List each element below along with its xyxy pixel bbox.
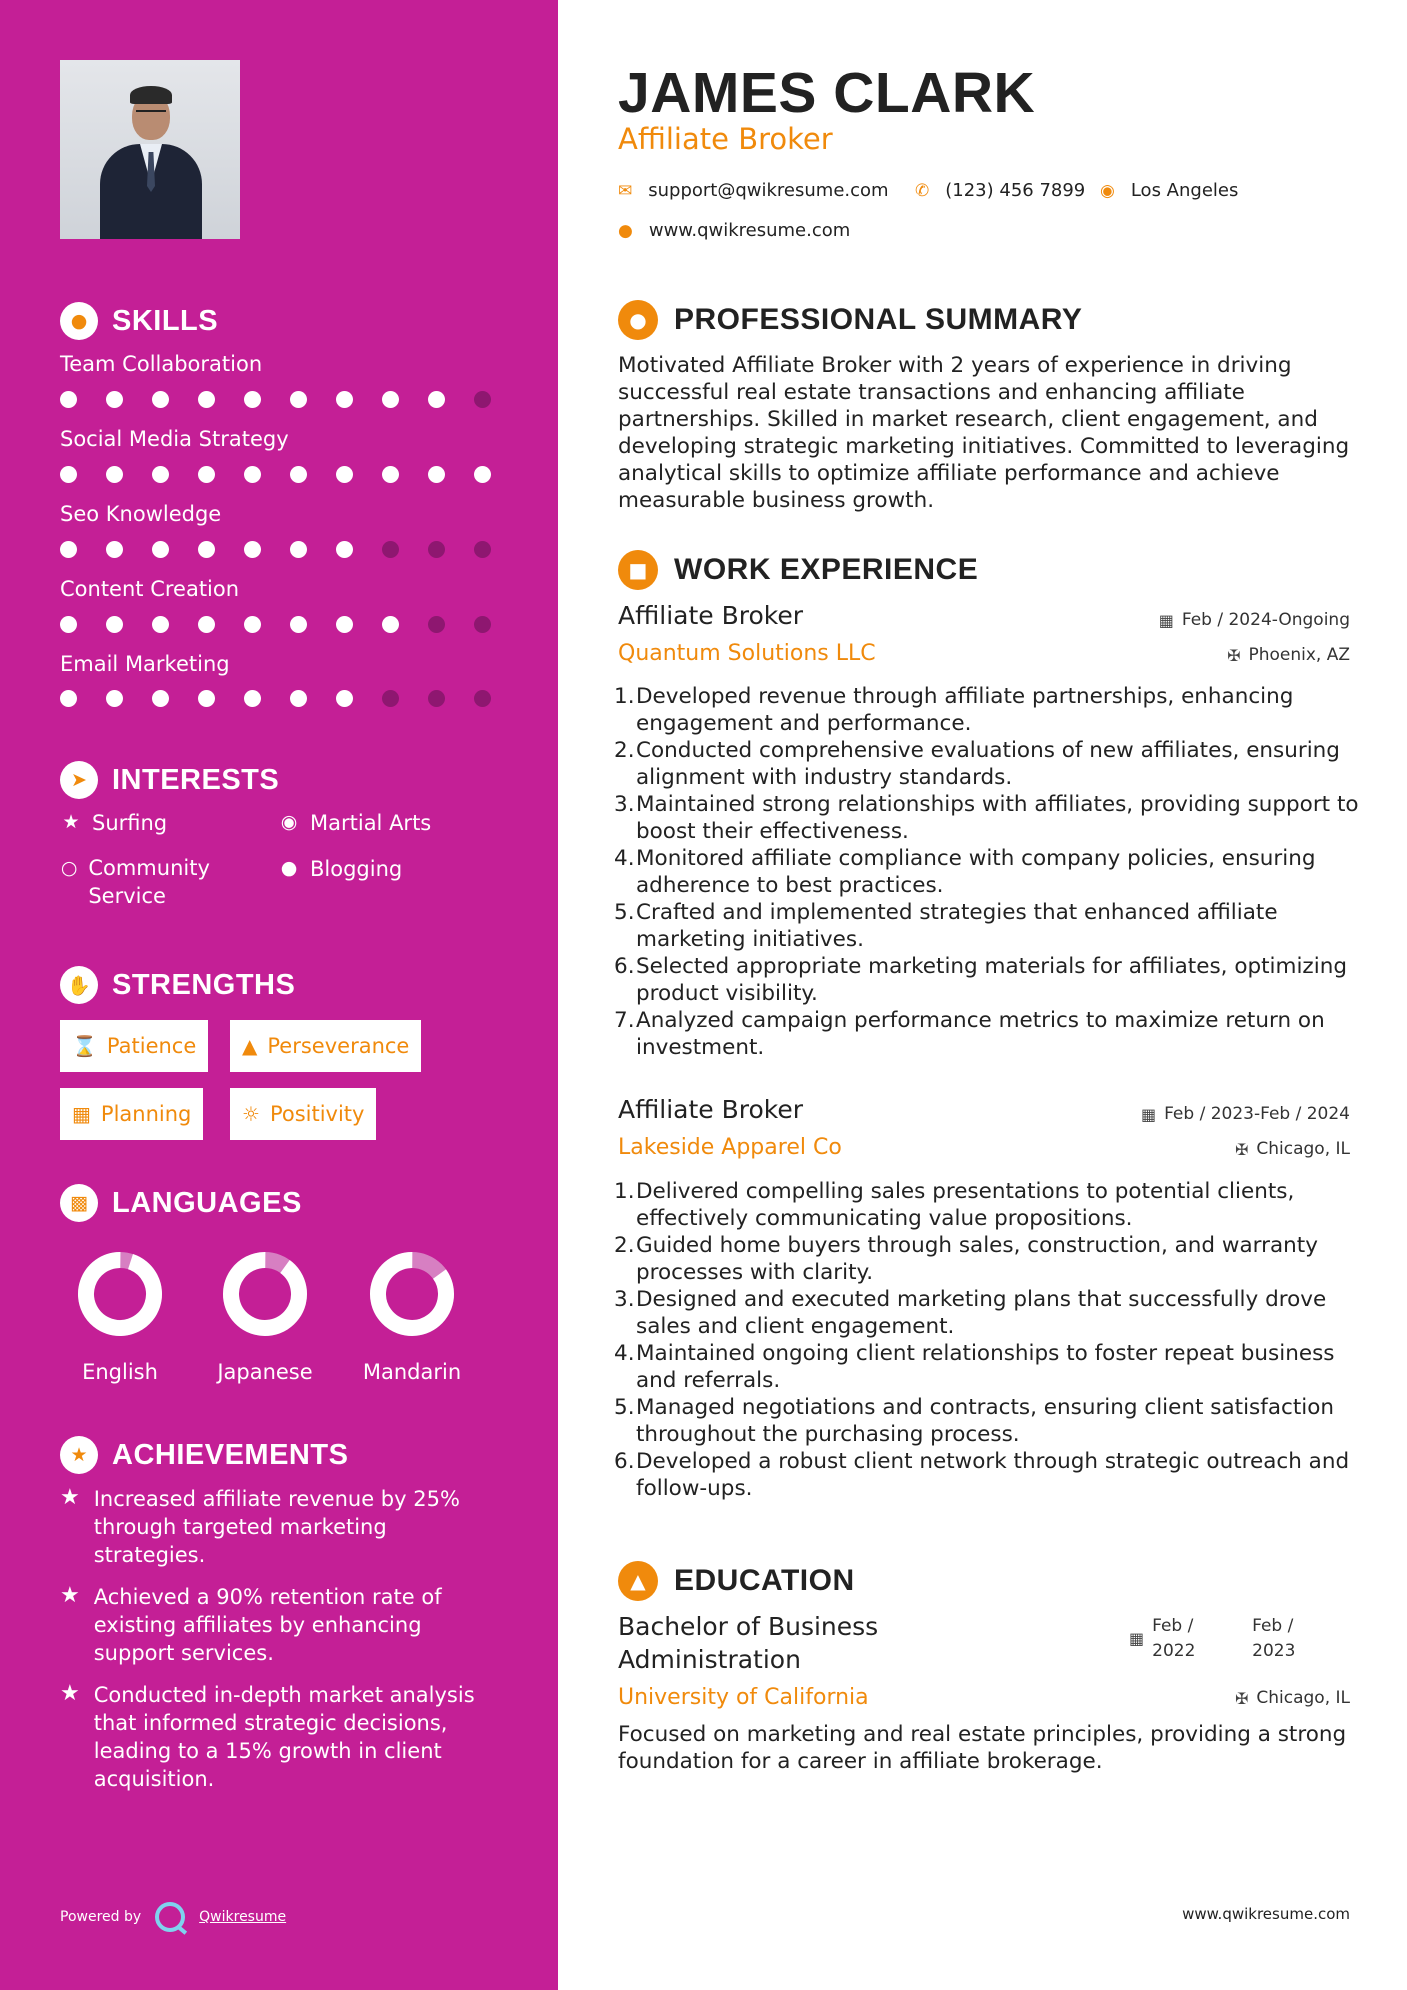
rating-dot-filled: [198, 466, 215, 483]
achievement-item: ★ Increased affiliate revenue by 25% through targeted marketing strategies.: [60, 1485, 460, 1567]
calendar-icon: ▦: [1140, 1104, 1157, 1124]
rating-dot-filled: [152, 690, 169, 707]
rating-dot-filled: [290, 391, 307, 408]
job-title: Affiliate Broker: [618, 601, 804, 630]
rating-dot-filled: [428, 391, 445, 408]
job-location: ✠ Phoenix, AZ: [1227, 645, 1350, 665]
rating-dot-filled: [290, 541, 307, 558]
rating-dot-empty: [474, 690, 491, 707]
language-ring: [368, 1250, 456, 1338]
languages-heading: ▩ LANGUAGES: [60, 1184, 302, 1222]
pin-icon: ✠: [1227, 645, 1241, 665]
rating-dot-filled: [198, 541, 215, 558]
main-content: [558, 0, 1407, 1990]
language-item: Japanese: [205, 1250, 325, 1384]
qwikresume-logo-icon: [155, 1902, 185, 1932]
rating-dot-filled: [336, 391, 353, 408]
powered-by: Powered by Qwikresume: [60, 1902, 286, 1932]
job-title: Affiliate Broker: [618, 1095, 804, 1124]
skills-heading: ● SKILLS: [60, 302, 218, 340]
skill-rating: [60, 391, 520, 408]
rating-dot-filled: [152, 616, 169, 633]
road-icon: ▲: [242, 1034, 258, 1058]
education-dates: ▦ Feb / 2022 Feb / 2023: [1129, 1614, 1295, 1664]
rating-dot-filled: [152, 391, 169, 408]
education-text: Focused on marketing and real estate principles, providing a strong foundation for a career in affiliate brokerage.: [618, 1722, 1347, 1774]
job-bullets: [618, 1178, 1363, 1502]
achievements-heading: ★ ACHIEVEMENTS: [60, 1436, 348, 1474]
briefcase-icon: ■: [618, 550, 658, 590]
job-bullet: Managed negotiations and contracts, ensuring client satisfaction throughout the purchasing process.: [636, 1395, 1335, 1447]
footer-url[interactable]: www.qwikresume.com: [1182, 1905, 1350, 1923]
rating-dot-filled: [244, 391, 261, 408]
rating-dot-empty: [382, 690, 399, 707]
job-bullet: Guided home buyers through sales, construction, and warranty processes with clarity.: [636, 1233, 1318, 1285]
job-dates: ▦ Feb / 2024-Ongoing: [1158, 610, 1350, 630]
rating-dot-filled: [106, 541, 123, 558]
hourglass-icon: ⌛: [72, 1034, 97, 1058]
education-location: ✠ Chicago, IL: [1234, 1688, 1350, 1708]
fist-icon: ✋: [60, 966, 98, 1004]
rating-dot-filled: [106, 690, 123, 707]
strength-badge: ▦ Planning: [60, 1088, 203, 1140]
achievement-item: ★ Conducted in-depth market analysis that informed strategic decisions, leading to a 15% growth in client acquisition.: [60, 1681, 475, 1791]
rating-dot-filled: [336, 616, 353, 633]
strength-badge: ☼ Positivity: [230, 1088, 376, 1140]
lightbulb-icon: ●: [60, 302, 98, 340]
rating-dot-empty: [474, 616, 491, 633]
skill-rating: [60, 466, 520, 483]
skill-name: Email Marketing: [60, 652, 230, 676]
rating-dot-filled: [382, 466, 399, 483]
rating-dot-filled: [336, 690, 353, 707]
rating-dot-filled: [336, 541, 353, 558]
job-bullet: Analyzed campaign performance metrics to maximize return on investment.: [636, 1008, 1325, 1060]
rating-dot-empty: [474, 391, 491, 408]
globe-icon: ◉: [280, 811, 298, 833]
interest-item: ● Blogging: [278, 857, 402, 881]
interests-heading: ➤ INTERESTS: [60, 761, 279, 799]
skill-rating: [60, 690, 520, 707]
summary-text: Motivated Affiliate Broker with 2 years of experience in driving successful real estate transactions and enhancing affiliate partnerships. Skilled in market research, client engagement, and developing strategic marketing initiatives. Committed to leveraging analytical skills to optimize affiliate performance and achieve measurable business growth.: [618, 353, 1350, 513]
shooting-star-icon: ★: [60, 1681, 80, 1706]
calendar-icon: ▦: [1129, 1629, 1145, 1648]
language-item: English: [60, 1250, 180, 1384]
achievement-item: ★ Achieved a 90% retention rate of existing affiliates by enhancing support services.: [60, 1583, 442, 1665]
language-item: Mandarin: [352, 1250, 472, 1384]
rating-dot-empty: [428, 690, 445, 707]
pin-icon: ✠: [1234, 1139, 1249, 1159]
job-bullet: Developed a robust client network through strategic outreach and follow-ups.: [636, 1449, 1350, 1501]
rating-dot-filled: [382, 616, 399, 633]
rating-dot-filled: [474, 466, 491, 483]
job-bullet: Conducted comprehensive evaluations of new affiliates, ensuring alignment with industry standards.: [636, 738, 1340, 790]
job-location: ✠ Chicago, IL: [1234, 1139, 1350, 1159]
star-icon: ★: [62, 811, 80, 833]
skill-name: Social Media Strategy: [60, 427, 289, 451]
interest-item: ◉ Martial Arts: [278, 811, 431, 835]
contact-email[interactable]: ✉ support@qwikresume.com: [618, 180, 889, 201]
hands-icon: ○: [60, 857, 78, 879]
rating-dot-filled: [106, 466, 123, 483]
rating-dot-filled: [382, 391, 399, 408]
rating-dot-filled: [60, 541, 77, 558]
language-ring-fill: [368, 1250, 456, 1338]
rating-dot-filled: [152, 466, 169, 483]
job-bullet: Crafted and implemented strategies that enhanced affiliate marketing initiatives.: [636, 900, 1278, 952]
envelope-icon: ✉: [618, 180, 633, 201]
interest-item: ○ Community Service: [60, 856, 210, 908]
interest-item: ★ Surfing: [60, 811, 167, 835]
contact-phone[interactable]: ✆ (123) 456 7899: [915, 180, 1086, 201]
rating-dot-filled: [198, 391, 215, 408]
paper-plane-icon: ➤: [60, 761, 98, 799]
candidate-role: Affiliate Broker: [618, 122, 833, 156]
strength-badge: ▲ Perseverance: [230, 1020, 421, 1072]
map-pin-icon: ◉: [1100, 180, 1115, 201]
rating-dot-filled: [336, 466, 353, 483]
candidate-name: JAMES CLARK: [618, 61, 1036, 125]
rating-dot-filled: [198, 690, 215, 707]
job-bullets: [618, 683, 1363, 1061]
job-bullet: Maintained strong relationships with affiliates, providing support to boost their effectiveness.: [636, 792, 1359, 844]
school-name: University of California: [618, 1685, 869, 1710]
rating-dot-filled: [428, 466, 445, 483]
calendar-icon: ▦: [1158, 610, 1174, 630]
degree: Bachelor of Business Administration: [618, 1612, 879, 1674]
job-bullet: Maintained ongoing client relationships to foster repeat business and referrals.: [636, 1341, 1335, 1393]
phone-icon: ✆: [915, 180, 930, 201]
rating-dot-filled: [290, 690, 307, 707]
rating-dot-empty: [428, 616, 445, 633]
skill-rating: [60, 616, 520, 633]
contact-website[interactable]: ● www.qwikresume.com: [618, 220, 851, 241]
job-dates: ▦ Feb / 2023-Feb / 2024: [1140, 1104, 1350, 1124]
rating-dot-filled: [152, 541, 169, 558]
skill-name: Content Creation: [60, 577, 240, 601]
job-bullet: Selected appropriate marketing materials for affiliates, optimizing product visibility.: [636, 954, 1347, 1006]
job-bullet: Developed revenue through affiliate partnerships, enhancing engagement and performance.: [636, 684, 1294, 736]
education-heading: ▲ EDUCATION: [618, 1561, 855, 1601]
profile-photo: [60, 60, 240, 239]
rating-dot-filled: [244, 541, 261, 558]
sidebar: [0, 0, 558, 1990]
rating-dot-filled: [290, 616, 307, 633]
rating-dot-filled: [106, 391, 123, 408]
skill-rating: [60, 541, 520, 558]
translate-icon: ▩: [60, 1184, 98, 1222]
globe-icon: ●: [618, 220, 633, 241]
rating-dot-empty: [474, 541, 491, 558]
strengths-heading: ✋ STRENGTHS: [60, 966, 295, 1004]
qwikresume-link[interactable]: Qwikresume: [199, 1909, 287, 1925]
strength-badge: ⌛ Patience: [60, 1020, 208, 1072]
job-bullet: Monitored affiliate compliance with company policies, ensuring adherence to best practices.: [636, 846, 1316, 898]
rating-dot-filled: [60, 391, 77, 408]
experience-heading: ■ WORK EXPERIENCE: [618, 550, 978, 590]
badge-star-icon: ★: [60, 1436, 98, 1474]
sun-icon: ☼: [242, 1102, 260, 1126]
shooting-star-icon: ★: [60, 1583, 80, 1608]
rating-dot-filled: [60, 690, 77, 707]
language-ring: [221, 1250, 309, 1338]
rating-dot-filled: [290, 466, 307, 483]
rating-dot-empty: [428, 541, 445, 558]
skill-name: Team Collaboration: [60, 352, 263, 376]
calendar-icon: ▦: [72, 1102, 91, 1126]
language-ring-fill: [77, 1251, 163, 1337]
job-company: Quantum Solutions LLC: [618, 641, 876, 666]
pin-icon: ✠: [1234, 1688, 1249, 1708]
job-bullet: Delivered compelling sales presentations to potential clients, effectively communicating value propositions.: [636, 1179, 1295, 1231]
language-ring-fill: [221, 1250, 309, 1338]
shooting-star-icon: ★: [60, 1485, 80, 1510]
rating-dot-filled: [60, 616, 77, 633]
graduation-cap-icon: ▲: [618, 1561, 658, 1601]
rating-dot-filled: [60, 466, 77, 483]
users-icon: ●: [280, 857, 298, 879]
user-icon: ●: [618, 300, 658, 340]
rating-dot-filled: [106, 616, 123, 633]
language-ring: [76, 1250, 164, 1338]
summary-heading: ● PROFESSIONAL SUMMARY: [618, 300, 1082, 340]
job-bullet: Designed and executed marketing plans that successfully drove sales and client engagement.: [636, 1287, 1327, 1339]
rating-dot-filled: [244, 690, 261, 707]
rating-dot-filled: [244, 466, 261, 483]
skill-name: Seo Knowledge: [60, 502, 222, 526]
job-company: Lakeside Apparel Co: [618, 1135, 842, 1160]
rating-dot-empty: [382, 541, 399, 558]
rating-dot-filled: [244, 616, 261, 633]
contact-location: ◉ Los Angeles: [1100, 180, 1239, 201]
rating-dot-filled: [198, 616, 215, 633]
